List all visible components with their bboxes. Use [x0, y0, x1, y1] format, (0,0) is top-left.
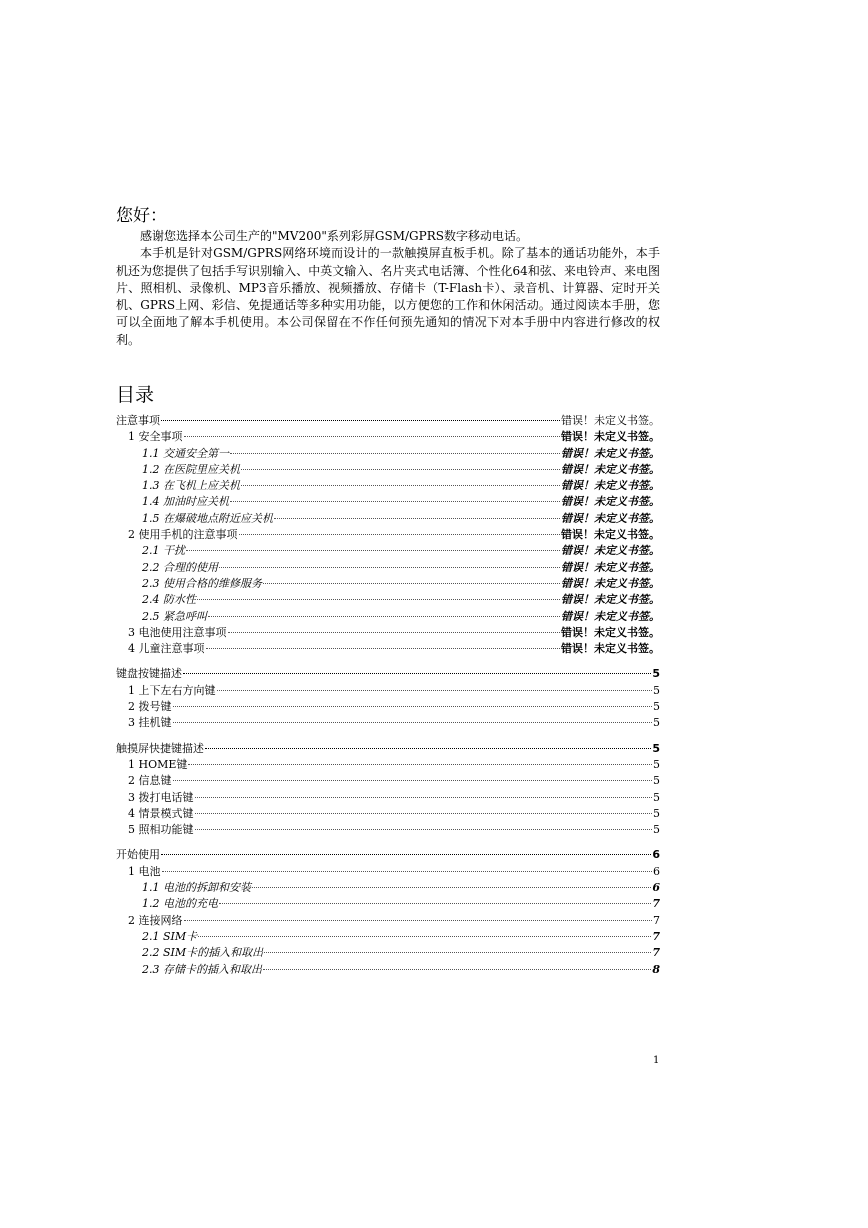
toc-entry[interactable] [116, 806, 660, 822]
toc-entry-page: 5 [653, 823, 660, 837]
toc-entry-title: 注意事项 [116, 414, 160, 427]
toc-entry[interactable] [116, 880, 660, 896]
toc-dot-leader [188, 764, 652, 765]
toc-dot-leader [264, 952, 651, 953]
toc-entry[interactable] [116, 543, 660, 559]
toc-dot-leader [184, 920, 653, 921]
toc-entry[interactable] [116, 446, 660, 462]
toc-dot-leader [173, 780, 653, 781]
toc-entry[interactable] [116, 715, 660, 731]
toc-dot-leader [217, 690, 653, 691]
toc-entry[interactable] [116, 945, 660, 961]
toc-entry-title: 2.1 SIM卡 [142, 929, 198, 943]
toc-entry[interactable] [116, 625, 660, 641]
toc-entry[interactable] [116, 773, 660, 789]
toc-dot-leader [252, 887, 651, 888]
toc-entry[interactable] [116, 699, 660, 715]
toc-entry-page: 5 [653, 683, 660, 697]
table-of-contents [116, 413, 660, 978]
toc-entry-title: 2 信息键 [128, 774, 172, 788]
intro-paragraph: 感谢您选择本公司生产的"MV200"系列彩屏GSM/GPRS数字移动电话。 [140, 229, 528, 243]
toc-entry-title: 4 儿童注意事项 [128, 642, 205, 656]
toc-entry[interactable] [116, 462, 660, 478]
greeting-heading: 您好： [116, 206, 167, 226]
toc-entry-title: 1 HOME键 [128, 757, 188, 771]
toc-entry-title: 1.4 加油时应关机 [142, 495, 229, 509]
toc-dot-leader [173, 706, 653, 707]
toc-entry[interactable] [116, 413, 660, 429]
toc-entry[interactable] [116, 666, 660, 682]
toc-entry-title: 1.2 电池的充电 [142, 897, 218, 911]
intro-text [116, 228, 660, 349]
toc-entry[interactable] [116, 741, 660, 757]
toc-entry-page: 5 [652, 667, 660, 681]
toc-entry[interactable] [116, 913, 660, 929]
toc-entry-title: 2.5 紧急呼叫 [142, 609, 207, 623]
toc-entry-title: 5 照相功能键 [128, 823, 194, 837]
toc-dot-leader [173, 722, 653, 723]
toc-dot-leader [219, 903, 651, 904]
toc-entry[interactable] [116, 592, 660, 608]
toc-entry-page: 错误！未定义书签。 [561, 576, 660, 590]
toc-dot-leader [230, 501, 560, 502]
toc-entry-page: 6 [652, 881, 660, 895]
toc-entry[interactable] [116, 847, 660, 863]
toc-entry-page: 错误！未定义书签。 [561, 560, 660, 574]
toc-entry-title: 3 挂机键 [128, 716, 172, 730]
toc-dot-leader [162, 871, 653, 872]
toc-entry-title: 1.2 在医院里应关机 [142, 462, 240, 476]
toc-entry-title: 4 情景模式键 [128, 806, 194, 820]
toc-entry-page: 错误！未定义书签。 [561, 414, 660, 427]
toc-entry[interactable] [116, 429, 660, 445]
toc-entry-page: 错误！未定义书签。 [561, 625, 660, 639]
toc-entry-page: 错误！未定义书签。 [561, 446, 660, 460]
toc-entry-page: 5 [653, 716, 660, 730]
toc-entry-title: 1 安全事项 [128, 430, 183, 444]
toc-entry-page: 5 [653, 806, 660, 820]
toc-entry-title: 2 拨号键 [128, 700, 172, 714]
toc-entry-title: 3 拨打电话键 [128, 790, 194, 804]
toc-section-gap [116, 732, 660, 741]
toc-entry-page: 7 [652, 897, 660, 911]
toc-dot-leader [239, 534, 561, 535]
toc-entry-title: 2.2 SIM卡的插入和取出 [142, 946, 264, 960]
toc-entry-title: 2.4 防水性 [142, 593, 196, 607]
toc-entry-page: 5 [653, 700, 660, 714]
toc-entry[interactable] [116, 822, 660, 838]
toc-entry-page: 错误！未定义书签。 [561, 609, 660, 623]
toc-entry-page: 错误！未定义书签。 [561, 593, 660, 607]
toc-dot-leader [219, 567, 560, 568]
toc-entry-title: 2 连接网络 [128, 913, 183, 927]
toc-entry-title: 键盘按键描述 [116, 667, 182, 681]
toc-entry-title: 1.1 交通安全第一 [142, 446, 229, 460]
toc-entry-page: 错误！未定义书签。 [561, 528, 660, 542]
toc-section-gap [116, 657, 660, 666]
toc-entry[interactable] [116, 576, 660, 592]
toc-entry-page: 7 [653, 913, 660, 927]
toc-entry-title: 2.2 合理的使用 [142, 560, 218, 574]
toc-dot-leader [241, 485, 560, 486]
toc-dot-leader [186, 550, 560, 551]
toc-dot-leader [241, 469, 560, 470]
toc-entry[interactable] [116, 560, 660, 576]
toc-entry-title: 1 电池 [128, 864, 161, 878]
toc-entry[interactable] [116, 790, 660, 806]
toc-entry[interactable] [116, 929, 660, 945]
toc-dot-leader [208, 616, 560, 617]
toc-entry-title: 开始使用 [116, 848, 160, 862]
toc-entry-title: 2.3 使用合格的维修服务 [142, 576, 262, 590]
toc-entry-page: 7 [652, 946, 660, 960]
toc-entry-page: 错误！未定义书签。 [561, 462, 660, 476]
toc-dot-leader [263, 583, 560, 584]
toc-entry-page: 错误！未定义书签。 [561, 495, 660, 509]
toc-entry-page: 错误！未定义书签。 [561, 479, 660, 493]
toc-entry[interactable] [116, 683, 660, 699]
toc-dot-leader [230, 453, 560, 454]
toc-entry-title: 2.1 干扰 [142, 544, 185, 558]
toc-title: 目录 [116, 384, 155, 406]
toc-entry-title: 2.3 存储卡的插入和取出 [142, 962, 262, 976]
toc-entry-title: 2 使用手机的注意事项 [128, 528, 238, 542]
toc-dot-leader [274, 518, 560, 519]
toc-section-gap [116, 838, 660, 847]
toc-entry[interactable] [116, 511, 660, 527]
toc-entry-page: 7 [652, 929, 660, 943]
toc-dot-leader [161, 854, 651, 855]
toc-entry-page: 5 [653, 757, 660, 771]
toc-entry-title: 1.5 在爆破地点附近应关机 [142, 511, 273, 525]
toc-entry[interactable] [116, 962, 660, 978]
toc-entry[interactable] [116, 864, 660, 880]
intro-paragraph: 本手机是针对GSM/GPRS网络环境而设计的一款触摸屏直板手机。除了基本的通话功能外，本手机还为您提供了包括手写识别输入、中英文输入、名片夹式电话簿、个性化64和弦、来电铃声、来电图片、照相机、录像机、MP3音乐播放、视频播放、存储卡（T-Flash卡）、录音机、计算器、定时开关机、GPRS上网、彩信、免提通话等多种实用功能，以方便您的工作和休闲活动。通过阅读本手册，您可以全面地了解本手机使用。本公司保留在不作任何预先通知的情况下对本手册中内容进行修改的权利。 [116, 246, 660, 347]
toc-entry-page: 5 [652, 741, 660, 755]
toc-entry-page: 5 [653, 790, 660, 804]
toc-entry-page: 错误！未定义书签。 [561, 511, 660, 525]
toc-dot-leader [206, 648, 561, 649]
toc-entry-title: 1.3 在飞机上应关机 [142, 479, 240, 493]
toc-entry[interactable] [116, 527, 660, 543]
toc-entry[interactable] [116, 757, 660, 773]
toc-entry-page: 6 [653, 864, 660, 878]
toc-entry[interactable] [116, 609, 660, 625]
toc-entry[interactable] [116, 494, 660, 510]
toc-dot-leader [263, 969, 651, 970]
toc-dot-leader [197, 599, 560, 600]
toc-dot-leader [183, 673, 651, 674]
page-number: 1 [653, 1055, 660, 1066]
toc-dot-leader [184, 436, 561, 437]
toc-entry-title: 1.1 电池的拆卸和安装 [142, 881, 251, 895]
toc-dot-leader [205, 748, 651, 749]
toc-dot-leader [228, 632, 561, 633]
toc-entry-page: 5 [653, 774, 660, 788]
toc-dot-leader [198, 936, 651, 937]
toc-entry[interactable] [116, 478, 660, 494]
toc-dot-leader [195, 813, 653, 814]
toc-entry[interactable] [116, 896, 660, 912]
toc-dot-leader [161, 420, 560, 421]
toc-dot-leader [195, 829, 653, 830]
toc-entry-title: 3 电池使用注意事项 [128, 625, 227, 639]
toc-entry-title: 1 上下左右方向键 [128, 683, 216, 697]
toc-entry[interactable] [116, 641, 660, 657]
toc-entry-page: 6 [652, 848, 660, 862]
toc-entry-title: 触摸屏快捷键描述 [116, 741, 204, 755]
toc-entry-page: 错误！未定义书签。 [561, 544, 660, 558]
toc-dot-leader [195, 797, 653, 798]
toc-entry-page: 8 [652, 962, 660, 976]
toc-entry-page: 错误！未定义书签。 [561, 642, 660, 656]
toc-entry-page: 错误！未定义书签。 [561, 430, 660, 444]
